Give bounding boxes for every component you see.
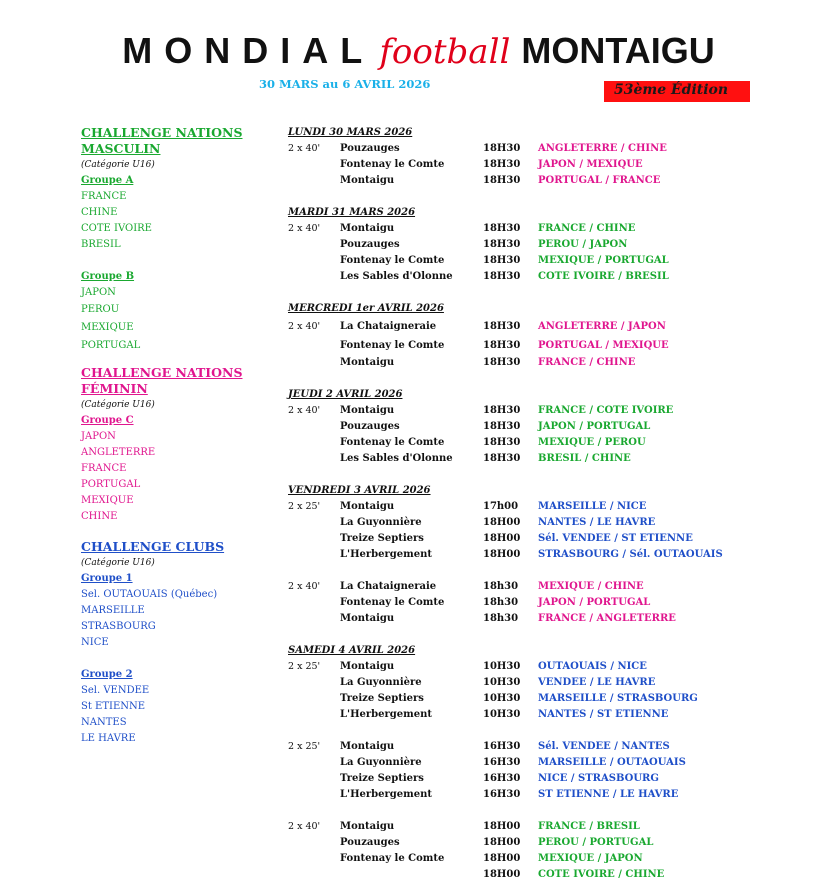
group-c-label: Groupe C	[81, 415, 134, 426]
page-title	[0, 30, 837, 72]
schedule-column	[288, 125, 828, 883]
day-heading: MERCREDI 1er AVRIL 2026	[288, 303, 444, 314]
title-mondial: MONDIAL	[122, 30, 375, 71]
match-row: Fontenay le Comte 18H30 MEXIQUE / PORTUGAL	[340, 255, 669, 266]
team-item: COTE IVOIRE	[81, 223, 152, 234]
team-item: PEROU	[81, 304, 120, 315]
team-item: FRANCE	[81, 463, 127, 474]
match-row: 2 x 40' Montaigu 18H30 FRANCE / COTE IVOIRE	[288, 405, 674, 416]
team-item: ANGLETERRE	[81, 447, 156, 458]
day-heading: SAMEDI 4 AVRIL 2026	[288, 645, 416, 656]
match-row: Pouzauges 18H30 PEROU / JAPON	[340, 239, 628, 250]
team-item: Sel. VENDEE	[81, 685, 150, 696]
match-row: La Guyonnière 16H30 MARSEILLE / OUTAOUAIS	[340, 757, 686, 768]
match-row: Montaigu 18H30 PORTUGAL / FRANCE	[340, 175, 661, 186]
team-item: MEXIQUE	[81, 495, 134, 506]
team-item: NANTES	[81, 717, 127, 728]
team-item: St ETIENNE	[81, 701, 146, 712]
title-football: football	[379, 32, 511, 72]
team-item: MEXIQUE	[81, 322, 134, 333]
match-row: Fontenay le Comte 18H30 PORTUGAL / MEXIQUE	[340, 340, 669, 351]
group-a-label: Groupe A	[81, 175, 134, 186]
team-item: PORTUGAL	[81, 340, 141, 351]
team-item: BRESIL	[81, 239, 121, 250]
match-row: Pouzauges 18H00 PEROU / PORTUGAL	[340, 837, 654, 848]
match-row: 2 x 40' La Chataigneraie 18h30 MEXIQUE / CHINE	[288, 581, 644, 592]
match-row: 2 x 25' Montaigu 10H30 OUTAOUAIS / NICE	[288, 661, 647, 672]
match-row: 18H00 COTE IVOIRE / CHINE	[483, 869, 665, 880]
groups-column	[81, 125, 281, 747]
team-item: STRASBOURG	[81, 621, 156, 632]
match-row: Treize Septiers 10H30 MARSEILLE / STRASBOURG	[340, 693, 698, 704]
clubs-title: CHALLENGE CLUBS	[81, 539, 225, 554]
title-montaigu: MONTAIGU	[521, 30, 715, 71]
feminin-title-1: CHALLENGE NATIONS	[81, 365, 243, 380]
match-row: Les Sables d'Olonne 18H30 BRESIL / CHINE	[340, 453, 631, 464]
match-row: Treize Septiers 16H30 NICE / STRASBOURG	[340, 773, 659, 784]
match-row: L'Herbergement 10H30 NANTES / ST ETIENNE	[340, 709, 669, 720]
feminin-title-2: FÉMININ	[81, 381, 148, 396]
group-2-label: Groupe 2	[81, 669, 133, 680]
match-row: Fontenay le Comte 18H30 JAPON / MEXIQUE	[340, 159, 643, 170]
category-note: (Catégorie U16)	[81, 558, 155, 568]
team-item: NICE	[81, 637, 109, 648]
team-item: CHINE	[81, 207, 118, 218]
masculin-title-1: CHALLENGE NATIONS	[81, 125, 243, 140]
match-row: Montaigu 18H30 FRANCE / CHINE	[340, 357, 636, 368]
day-heading: LUNDI 30 MARS 2026	[288, 127, 413, 138]
team-item: JAPON	[81, 431, 116, 442]
match-row: L'Herbergement 16H30 ST ETIENNE / LE HAVRE	[340, 789, 679, 800]
match-row: L'Herbergement 18H00 STRASBOURG / Sél. OUTAOUAIS	[340, 549, 723, 560]
group-b-label: Groupe B	[81, 271, 135, 282]
team-item: CHINE	[81, 511, 118, 522]
match-row: 2 x 25' Montaigu 17h00 MARSEILLE / NICE	[288, 501, 647, 512]
edition-badge: 53ème Édition	[604, 81, 750, 102]
match-row: 2 x 40' La Chataigneraie 18H30 ANGLETERRE / JAPON	[288, 321, 666, 332]
day-heading: VENDREDI 3 AVRIL 2026	[288, 485, 431, 496]
match-row: La Guyonnière 10H30 VENDEE / LE HAVRE	[340, 677, 656, 688]
match-row: Les Sables d'Olonne 18H30 COTE IVOIRE / BRESIL	[340, 271, 669, 282]
match-row: La Guyonnière 18H00 NANTES / LE HAVRE	[340, 517, 656, 528]
team-item: MARSEILLE	[81, 605, 145, 616]
team-item: LE HAVRE	[81, 733, 136, 744]
match-row: Fontenay le Comte 18H00 MEXIQUE / JAPON	[340, 853, 643, 864]
tournament-dates: 30 MARS au 6 AVRIL 2026	[259, 77, 431, 91]
match-row: Pouzauges 18H30 JAPON / PORTUGAL	[340, 421, 651, 432]
match-row: 2 x 40' Pouzauges 18H30 ANGLETERRE / CHINE	[288, 143, 667, 154]
match-row: 2 x 40' Montaigu 18H00 FRANCE / BRESIL	[288, 821, 640, 832]
day-heading: MARDI 31 MARS 2026	[288, 207, 416, 218]
match-row: 2 x 25' Montaigu 16H30 Sél. VENDEE / NANTES	[288, 741, 670, 752]
category-note: (Catégorie U16)	[81, 400, 155, 410]
match-row: Treize Septiers 18H00 Sél. VENDEE / ST ETIENNE	[340, 533, 693, 544]
match-row: 2 x 40' Montaigu 18H30 FRANCE / CHINE	[288, 223, 636, 234]
masculin-title-2: MASCULIN	[81, 141, 161, 156]
team-item: FRANCE	[81, 191, 127, 202]
match-row: Fontenay le Comte 18H30 MEXIQUE / PEROU	[340, 437, 646, 448]
match-row: Montaigu 18h30 FRANCE / ANGLETERRE	[340, 613, 676, 624]
group-1-label: Groupe 1	[81, 573, 133, 584]
team-item: JAPON	[81, 287, 116, 298]
day-heading: JEUDI 2 AVRIL 2026	[288, 389, 403, 400]
team-item: Sel. OUTAOUAIS (Québec)	[81, 589, 218, 600]
team-item: PORTUGAL	[81, 479, 141, 490]
match-row: Fontenay le Comte 18h30 JAPON / PORTUGAL	[340, 597, 651, 608]
category-note: (Catégorie U16)	[81, 160, 155, 170]
